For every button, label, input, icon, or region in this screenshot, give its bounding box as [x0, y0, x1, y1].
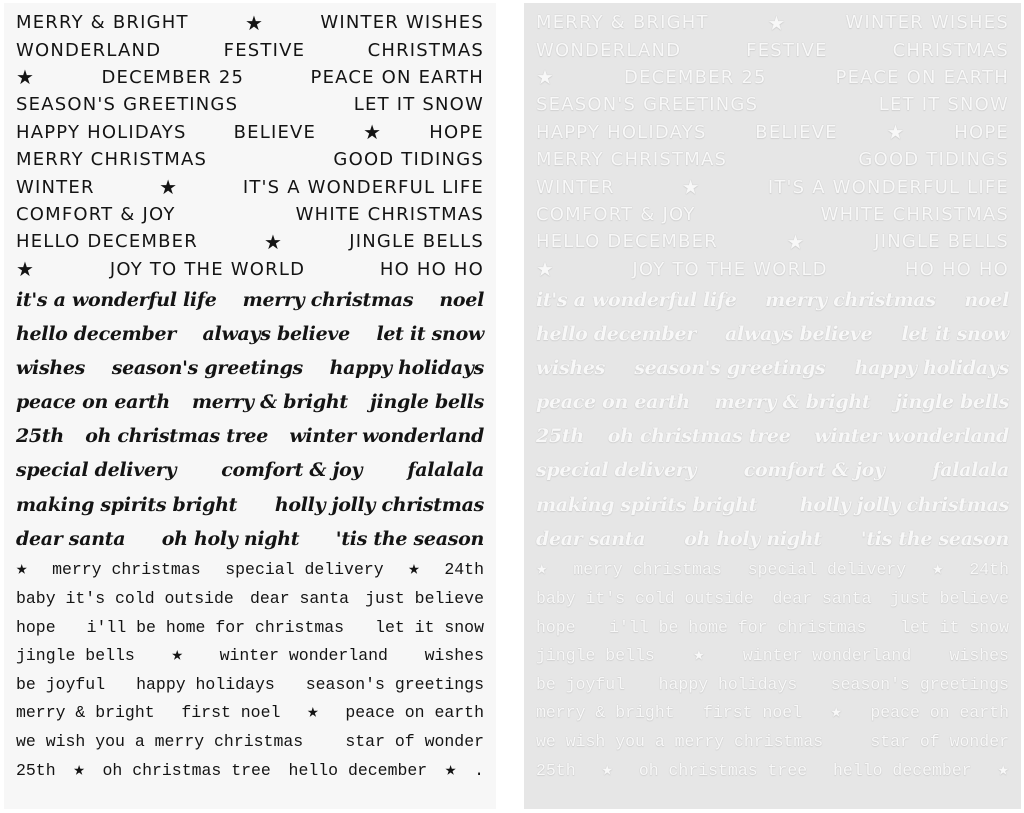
- sentiment-text: baby it's cold outside: [536, 589, 754, 609]
- sentiment-text: we wish you a merry christmas: [536, 732, 824, 752]
- type-sentiment-row: [4, 556, 496, 585]
- star-icon: ★: [536, 558, 548, 581]
- star-icon: ★: [73, 758, 85, 781]
- sentiment-text: noel: [439, 288, 484, 311]
- type-sentiment-row: [4, 613, 496, 642]
- sentiment-text: BELIEVE: [233, 121, 317, 143]
- type-sentiment-row: [4, 727, 496, 756]
- sentiment-text: HO HO HO: [904, 258, 1009, 280]
- sentiment-text: wishes: [949, 646, 1009, 666]
- sentiment-text: it's a wonderful life: [536, 288, 737, 311]
- block-sentiment-row: [4, 64, 496, 91]
- type-sentiment-row: [524, 756, 1021, 785]
- block-sentiment-row: [524, 228, 1021, 255]
- block-sentiment-row: [4, 146, 496, 173]
- sentiment-text: oh holy night: [684, 527, 822, 550]
- sentiment-text: oh christmas tree: [85, 425, 268, 448]
- sentiment-text: falalala: [407, 459, 484, 482]
- type-sentiment-row: [524, 556, 1021, 585]
- block-sentiment-row: [524, 64, 1021, 91]
- sentiment-text: JINGLE BELLS: [349, 231, 484, 253]
- script-sentiment-row: [524, 419, 1021, 453]
- script-sentiment-row: [4, 419, 496, 453]
- type-sentiment-row: [4, 670, 496, 699]
- block-sentiment-row: [4, 119, 496, 146]
- sentiment-text: DECEMBER 25: [623, 66, 767, 88]
- sentiment-text: merry christmas: [52, 560, 201, 580]
- star-icon: ★: [16, 558, 28, 581]
- block-sentiment-row: [524, 119, 1021, 146]
- sentiment-text: winter wonderland: [742, 646, 912, 666]
- sentiment-text: WINTER WISHES: [320, 12, 484, 34]
- sentiment-text: 'tis the season: [860, 527, 1009, 550]
- sentiment-text: WONDERLAND: [16, 39, 162, 61]
- script-sentiment-row: [524, 453, 1021, 487]
- block-sentiment-row: [4, 256, 496, 283]
- sentiment-text: merry & bright: [714, 391, 871, 414]
- script-sentiment-row: [524, 487, 1021, 521]
- sentiment-text: WINTER: [16, 176, 95, 198]
- type-sentiment-row: [4, 584, 496, 613]
- sentiment-text: 25th: [16, 760, 56, 780]
- sentiment-text: JOY TO THE WORLD: [632, 258, 828, 280]
- sentiment-text: let it snow: [900, 617, 1009, 637]
- sentiment-text: always believe: [725, 323, 873, 346]
- sentiment-text: COMFORT & JOY: [16, 203, 176, 225]
- star-icon: ★: [244, 10, 265, 35]
- sentiment-text: star of wonder: [345, 732, 484, 752]
- sentiment-text: peace on earth: [16, 391, 170, 414]
- sentiment-text: HAPPY HOLIDAYS: [16, 121, 187, 143]
- sentiment-text: happy holidays: [854, 357, 1009, 380]
- sentiment-text: hope: [536, 617, 576, 637]
- sentiment-text: 24th: [444, 560, 484, 580]
- sentiment-text: WINTER WISHES: [845, 12, 1009, 34]
- sentiment-text: hello december: [536, 323, 696, 346]
- sentiment-text: making spirits bright: [536, 493, 758, 516]
- block-sentiment-row: [4, 173, 496, 200]
- sentiment-text: noel: [964, 288, 1009, 311]
- sentiment-text: PEACE ON EARTH: [310, 66, 484, 88]
- type-sentiment-row: [524, 699, 1021, 728]
- block-sentiment-row: [524, 173, 1021, 200]
- star-icon: ★: [264, 229, 284, 254]
- sentiment-text: season's greetings: [305, 674, 484, 694]
- sentiment-text: HAPPY HOLIDAYS: [536, 121, 707, 143]
- sentiment-text: holly jolly christmas: [274, 493, 484, 516]
- sentiment-text: merry & bright: [192, 391, 348, 414]
- sentiment-text: wishes: [424, 646, 484, 666]
- sentiment-text: LET IT SNOW: [878, 94, 1009, 116]
- block-sentiment-row: [4, 9, 496, 36]
- star-icon: ★: [536, 65, 556, 90]
- sentiment-text: hello december: [16, 323, 176, 346]
- star-icon: ★: [886, 120, 906, 145]
- sentiment-text: falalala: [932, 459, 1009, 482]
- sentiment-text: GOOD TIDINGS: [858, 149, 1009, 171]
- sentiment-text: HELLO DECEMBER: [16, 231, 198, 253]
- sentiment-text: happy holidays: [136, 674, 275, 694]
- sentiment-text: dear santa: [16, 527, 126, 550]
- sentiment-text: HOPE: [954, 121, 1009, 143]
- sentiment-text: special delivery: [225, 560, 384, 580]
- sentiment-text: let it snow: [901, 323, 1009, 346]
- sentiment-text: MERRY & BRIGHT: [16, 12, 189, 34]
- sentiment-text: PEACE ON EARTH: [835, 66, 1009, 88]
- sentiment-text: MERRY CHRISTMAS: [16, 149, 208, 171]
- sentiment-text: 'tis the season: [335, 527, 484, 550]
- star-icon: ★: [159, 175, 179, 200]
- script-sentiment-row: [524, 385, 1021, 419]
- sentiment-text: winter wonderland: [814, 425, 1009, 448]
- sentiment-text: wishes: [16, 357, 86, 380]
- sentiment-text: i'll be home for christmas: [609, 617, 867, 637]
- star-icon: ★: [307, 701, 319, 724]
- star-icon: ★: [363, 120, 383, 145]
- sentiment-text: BELIEVE: [755, 121, 838, 143]
- sentiment-text: i'll be home for christmas: [86, 617, 345, 637]
- sentiment-text: HELLO DECEMBER: [536, 231, 718, 253]
- sentiment-text: just believe: [365, 589, 484, 609]
- sentiment-text: HOPE: [429, 121, 484, 143]
- sentiment-text: dear santa: [249, 589, 350, 609]
- sentiment-text: dear santa: [536, 527, 646, 550]
- block-sentiment-row: [4, 36, 496, 63]
- sentiment-text: making spirits bright: [16, 493, 238, 516]
- sentiment-text: hello december: [833, 760, 972, 780]
- sentiment-text: wishes: [536, 357, 606, 380]
- script-sentiment-row: [4, 283, 496, 317]
- sentiment-text: WHITE CHRISTMAS: [820, 203, 1009, 225]
- sentiment-text: let it snow: [375, 617, 484, 637]
- sentiment-text: merry christmas: [242, 288, 414, 311]
- block-sentiment-row: [524, 9, 1021, 36]
- sentiment-text: merry & bright: [16, 703, 155, 723]
- type-sentiment-row: [524, 584, 1021, 613]
- sentiment-text: first noel: [703, 703, 803, 723]
- sentiment-text: just believe: [890, 589, 1009, 609]
- sentiment-text: JINGLE BELLS: [874, 231, 1009, 253]
- script-sentiment-row: [4, 351, 496, 385]
- script-sentiment-row: [4, 487, 496, 521]
- sentiment-text: CHRISTMAS: [892, 39, 1009, 61]
- block-sentiment-row: [4, 228, 496, 255]
- sentiment-text: oh christmas tree: [102, 760, 271, 780]
- sentiment-text: we wish you a merry christmas: [16, 732, 304, 752]
- sentiment-text: dear santa: [772, 589, 872, 609]
- script-sentiment-row: [4, 385, 496, 419]
- star-icon: ★: [767, 10, 787, 35]
- white-stamp-sheet: [524, 3, 1021, 809]
- sentiment-text: FESTIVE: [746, 39, 828, 61]
- sentiment-text: season's greetings: [111, 357, 303, 380]
- sentiment-text: WINTER: [536, 176, 615, 198]
- sentiment-text: baby it's cold outside: [16, 589, 234, 609]
- block-sentiment-row: [524, 256, 1021, 283]
- sentiment-text: oh holy night: [161, 527, 300, 550]
- sentiment-text: HO HO HO: [379, 258, 484, 280]
- sentiment-text: GOOD TIDINGS: [333, 149, 484, 171]
- type-sentiment-row: [524, 613, 1021, 642]
- sentiment-text: JOY TO THE WORLD: [109, 258, 306, 280]
- sentiment-text: special delivery: [16, 459, 177, 482]
- sentiment-text: season's greetings: [830, 674, 1009, 694]
- script-sentiment-row: [524, 522, 1021, 556]
- sentiment-text: DECEMBER 25: [101, 66, 245, 88]
- sentiment-text: first noel: [181, 703, 281, 723]
- sentiment-text: peace on earth: [536, 391, 690, 414]
- block-sentiment-row: [4, 201, 496, 228]
- sentiment-text: 25th: [536, 425, 584, 448]
- star-icon: ★: [444, 758, 457, 781]
- sentiment-text: 24th: [969, 560, 1009, 580]
- sentiment-text: oh christmas tree: [638, 760, 808, 780]
- block-sentiment-row: [524, 201, 1021, 228]
- star-icon: ★: [16, 65, 36, 90]
- star-icon: ★: [171, 644, 183, 667]
- type-sentiment-row: [524, 670, 1021, 699]
- sentiment-text: winter wonderland: [289, 425, 484, 448]
- sentiment-text: holly jolly christmas: [799, 493, 1009, 516]
- star-icon: ★: [786, 229, 806, 254]
- sentiment-text: 25th: [536, 760, 576, 780]
- star-icon: ★: [408, 558, 420, 581]
- script-sentiment-row: [524, 351, 1021, 385]
- sentiment-text: merry christmas: [573, 560, 722, 580]
- sentiment-text: SEASON'S GREETINGS: [536, 94, 759, 116]
- star-icon: ★: [16, 257, 36, 282]
- script-sentiment-row: [4, 522, 496, 556]
- sentiment-text: comfort & joy: [743, 459, 885, 482]
- block-sentiment-row: [4, 91, 496, 118]
- sentiment-text: 25th: [16, 425, 64, 448]
- sentiment-text: merry & bright: [536, 703, 675, 723]
- sentiment-text: jingle bells: [369, 391, 484, 414]
- sentiment-text: jingle bells: [16, 646, 135, 666]
- star-icon: ★: [932, 558, 944, 581]
- type-sentiment-row: [4, 756, 496, 785]
- type-sentiment-row: [524, 641, 1021, 670]
- sentiment-text: special delivery: [747, 560, 907, 580]
- sentiment-text: CHRISTMAS: [367, 39, 484, 61]
- sentiment-text: IT'S A WONDERFUL LIFE: [767, 176, 1009, 198]
- sentiment-text: COMFORT & JOY: [536, 203, 696, 225]
- type-sentiment-row: [524, 727, 1021, 756]
- sentiment-text: MERRY & BRIGHT: [536, 12, 709, 34]
- block-sentiment-row: [524, 36, 1021, 63]
- script-sentiment-row: [524, 283, 1021, 317]
- sentiment-text: WONDERLAND: [536, 39, 682, 61]
- sentiment-text: jingle bells: [894, 391, 1009, 414]
- sentiment-text: peace on earth: [870, 703, 1009, 723]
- block-sentiment-row: [524, 146, 1021, 173]
- star-icon: ★: [830, 701, 842, 724]
- sentiment-text: IT'S A WONDERFUL LIFE: [242, 176, 484, 198]
- sentiment-text: peace on earth: [345, 703, 484, 723]
- sentiment-text: merry christmas: [765, 288, 936, 311]
- star-icon: ★: [601, 758, 613, 781]
- sentiment-text: WHITE CHRISTMAS: [295, 203, 484, 225]
- sentiment-text: be joyful: [536, 674, 626, 694]
- sentiment-text: jingle bells: [536, 646, 655, 666]
- sentiment-text: SEASON'S GREETINGS: [16, 94, 239, 116]
- script-sentiment-row: [524, 317, 1021, 351]
- sentiment-text: comfort & joy: [221, 459, 363, 482]
- script-sentiment-row: [4, 317, 496, 351]
- sentiment-text: happy holidays: [329, 357, 484, 380]
- sentiment-text: MERRY CHRISTMAS: [536, 149, 728, 171]
- sentiment-text: always believe: [202, 323, 350, 346]
- sentiment-text: happy holidays: [658, 674, 798, 694]
- sentiment-text: winter wonderland: [219, 646, 388, 666]
- sentiment-text: hello december: [288, 760, 428, 780]
- star-icon: ★: [681, 175, 701, 200]
- sentiment-text: .: [474, 760, 484, 780]
- sentiment-text: season's greetings: [634, 357, 826, 380]
- sentiment-text: FESTIVE: [223, 39, 306, 61]
- star-icon: ★: [997, 758, 1009, 781]
- sentiment-text: special delivery: [536, 459, 697, 482]
- sentiment-text: be joyful: [16, 674, 106, 694]
- sentiment-text: oh christmas tree: [607, 425, 791, 448]
- clear-stamp-sheet: [4, 3, 496, 809]
- sentiment-text: hope: [16, 617, 56, 637]
- sentiment-text: LET IT SNOW: [353, 94, 484, 116]
- sentiment-text: it's a wonderful life: [16, 288, 217, 311]
- script-sentiment-row: [4, 453, 496, 487]
- type-sentiment-row: [4, 699, 496, 728]
- sentiment-text: star of wonder: [870, 732, 1009, 752]
- type-sentiment-row: [4, 641, 496, 670]
- block-sentiment-row: [524, 91, 1021, 118]
- sentiment-text: let it snow: [376, 323, 484, 346]
- star-icon: ★: [693, 644, 705, 667]
- star-icon: ★: [536, 257, 556, 282]
